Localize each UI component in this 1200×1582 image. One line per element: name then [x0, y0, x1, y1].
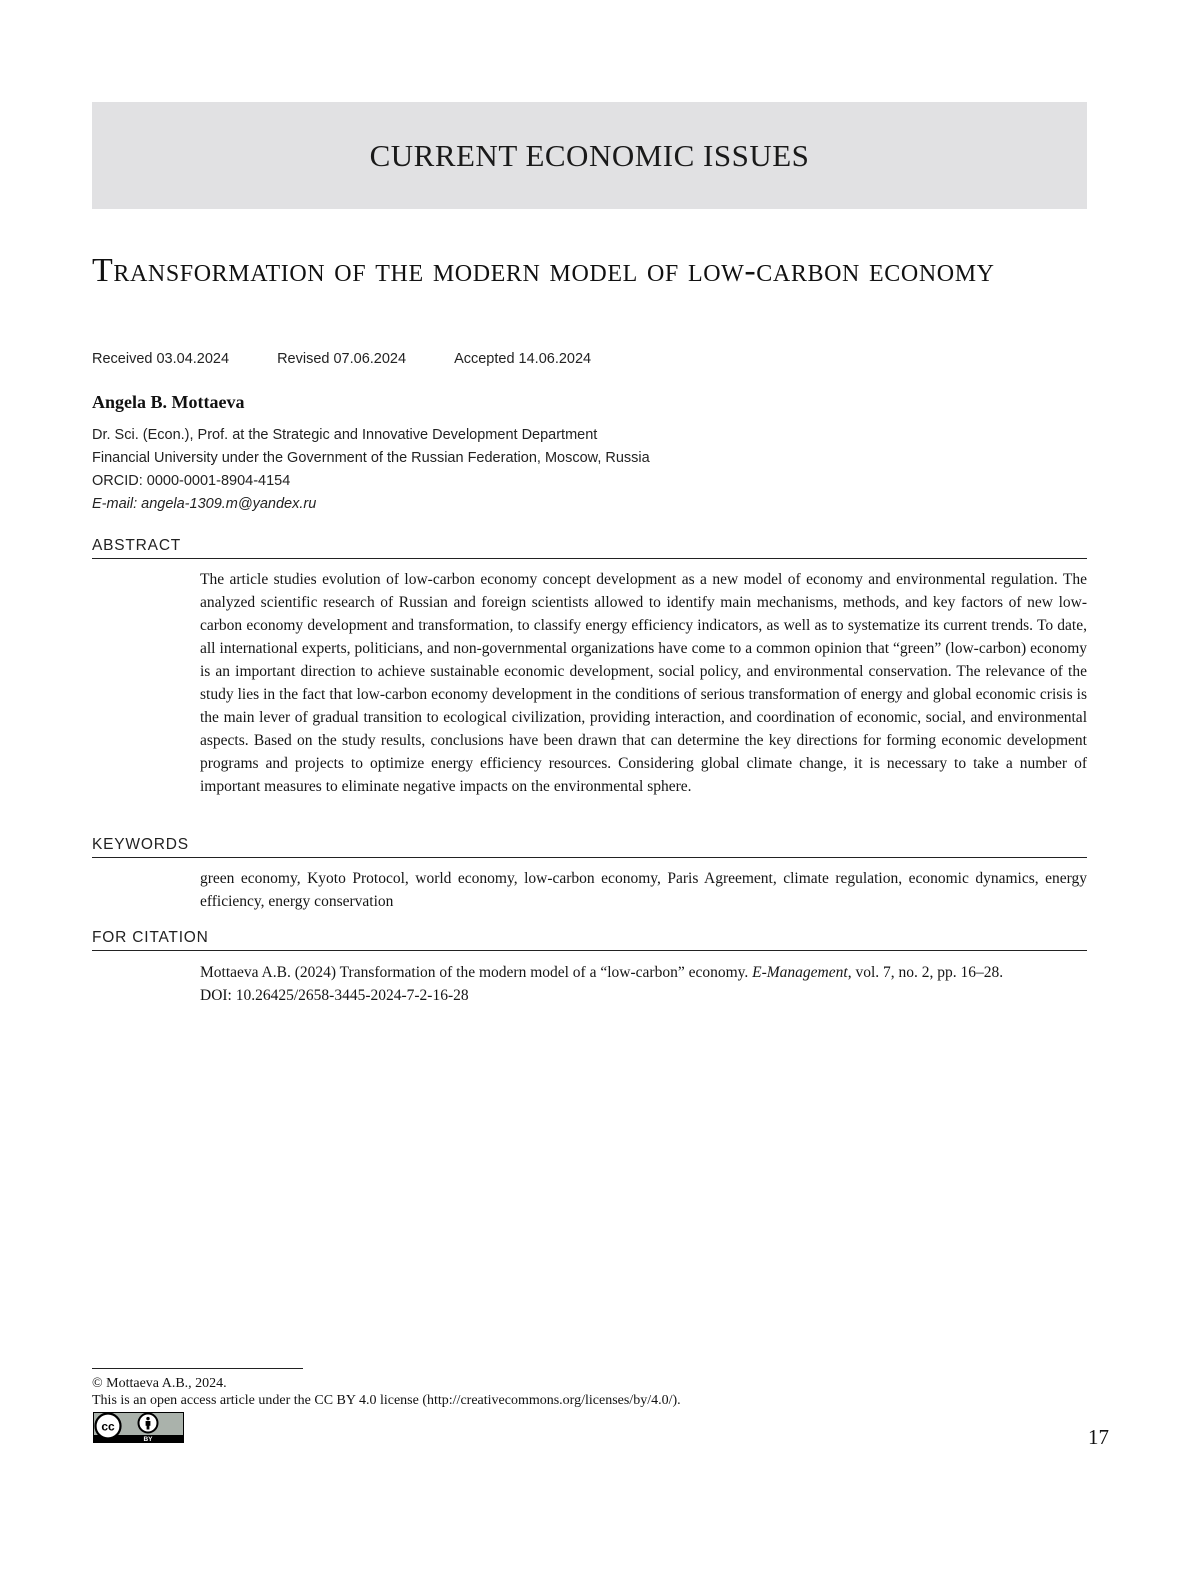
footnote: [92, 1375, 681, 1409]
author-institution: Financial University under the Government of the Russian Federation, Moscow, Russia: [92, 450, 650, 466]
cc-by-license-badge: [93, 1412, 184, 1443]
citation-journal: E-Management: [752, 964, 848, 981]
article-dates: [92, 351, 639, 367]
revised-date: Revised 07.06.2024: [277, 351, 407, 367]
section-banner: [92, 102, 1087, 209]
article-title: Transformation of the modern model of low-carbon economy: [92, 252, 995, 289]
keywords-heading: KEYWORDS: [92, 835, 1087, 858]
citation-heading: FOR CITATION: [92, 928, 1087, 951]
cc-logo-text: cc: [101, 1419, 115, 1434]
author-name: Angela B. Mottaeva: [92, 392, 245, 412]
accepted-date: Accepted 14.06.2024: [454, 351, 592, 367]
citation-text: [200, 961, 1087, 1007]
abstract-text: The article studies evolution of low-carbon economy concept development as a new model of economy and environmental regulation. The analyzed scientific research of Russian and foreign scientists allowed to identify main mechanisms, methods, and key factors of new low-carbon economy development and transformation, to classify energy efficiency indicators, as well as to systematize its current trends. To date, all international experts, politicians, and non-governmental organizations have come to a common opinion that “green” (low-carbon) economy is an important direction to achieve sustainable economic development, social policy, and environmental conservation. The relevance of the study lies in the fact that low-carbon economy development in the conditions of serious transformation of energy and global economic crisis is the main lever of gradual transition to ecological civilization, providing interaction, and coordination of economic, social, and environmental aspects. Based on the study results, conclusions have been drawn that can determine the key directions for forming economic development programs and projects to optimize energy efficiency resources. Considering global climate change, it is necessary to take a number of important measures to eliminate negative impacts on the environmental sphere.: [200, 571, 1087, 795]
keywords-text: green economy, Kyoto Protocol, world economy, low-carbon economy, Paris Agreement, climate regulation, economic dynamics, energy efficiency, energy conservation: [200, 870, 1087, 910]
page-number: 17: [1088, 1425, 1109, 1449]
abstract-heading: ABSTRACT: [92, 536, 1087, 559]
footnote-divider: [92, 1368, 303, 1369]
by-label: BY: [143, 1436, 153, 1443]
citation-reference: Mottaeva A.B. (2024) Transformation of the modern model of a “low-carbon” economy.: [200, 964, 753, 981]
license-line: This is an open access article under the CC BY 4.0 license (http://creativecommons.org/licenses/by/4.0/).: [92, 1393, 681, 1408]
copyright-line: © Mottaeva A.B., 2024.: [92, 1376, 227, 1391]
author-position: Dr. Sci. (Econ.), Prof. at the Strategic and Innovative Development Department: [92, 427, 598, 443]
citation-volume: , vol. 7, no. 2, pp. 16–28.: [847, 964, 1004, 981]
author-orcid: ORCID: 0000-0001-8904-4154: [92, 473, 291, 489]
author-email: E-mail: angela-1309.m@yandex.ru: [92, 496, 317, 512]
received-date: Received 03.04.2024: [92, 351, 230, 367]
section-title: CURRENT ECONOMIC ISSUES: [369, 137, 810, 173]
citation-doi: DOI: 10.26425/2658-3445-2024-7-2-16-28: [200, 987, 469, 1004]
author-affiliation: [92, 424, 650, 516]
